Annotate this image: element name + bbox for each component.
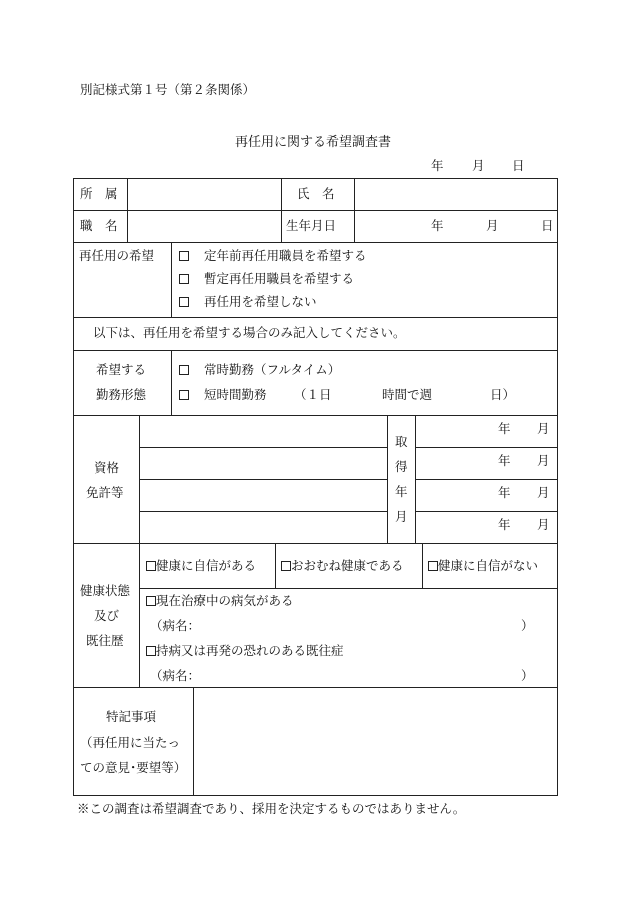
paren-close: ） — [521, 668, 534, 683]
special-notes-label-3: ての意見･要望等） — [80, 760, 187, 775]
checkbox[interactable] — [179, 390, 189, 400]
option-label: 健康に自信がない — [438, 558, 539, 573]
divider — [139, 588, 558, 589]
birthdate-day: 日 — [541, 218, 554, 233]
special-notes-label-1: 特記事項 — [106, 709, 157, 724]
parttime-mid: 時間で週 — [382, 387, 433, 402]
checkbox[interactable] — [179, 297, 189, 307]
disease-name-field[interactable] — [200, 666, 515, 684]
birthdate-label: 生年月日 — [286, 218, 337, 233]
divider — [73, 543, 558, 544]
health-option-good[interactable] — [146, 560, 256, 573]
divider — [281, 178, 282, 242]
checkbox[interactable] — [146, 596, 156, 606]
page-title: 再任用に関する希望調査書 — [235, 135, 392, 150]
option-label: 常時勤務（フルタイム） — [204, 362, 341, 377]
birthdate-year: 年 — [431, 218, 444, 233]
acq-month: 月 — [537, 485, 550, 500]
form-number: 別記様式第１号（第２条関係） — [80, 82, 256, 97]
divider — [73, 350, 558, 351]
position-label: 職 名 — [80, 218, 118, 233]
work-form-option-fulltime[interactable] — [179, 364, 340, 377]
paren-close: ） — [521, 618, 534, 633]
birthdate-month: 月 — [486, 218, 499, 233]
divider — [73, 687, 558, 688]
current-illness-option[interactable] — [146, 595, 294, 608]
divider — [415, 511, 558, 512]
disease-name-label: （病名： — [150, 618, 201, 633]
work-form-option-parttime[interactable] — [179, 389, 267, 402]
wish-option-label: 暫定再任用職員を希望する — [204, 271, 355, 286]
option-label: 持病又は再発の恐れのある既往症 — [156, 643, 344, 658]
divider — [415, 447, 558, 448]
checkbox[interactable] — [146, 646, 156, 656]
health-option-fair[interactable] — [281, 560, 404, 573]
qualification-field[interactable] — [140, 416, 386, 446]
acquired-char: 得 — [395, 459, 408, 474]
divider — [275, 543, 276, 588]
health-label-3: 既往歴 — [86, 633, 124, 648]
qualifications-label-1: 資格 — [94, 460, 120, 475]
acq-month: 月 — [537, 517, 550, 532]
date-month: 月 — [472, 158, 485, 173]
affiliation-field[interactable] — [128, 179, 280, 209]
birthdate-field[interactable] — [355, 211, 556, 241]
acquired-char: 取 — [395, 434, 408, 449]
footnote: ※この調査は希望調査であり、採用を決定するものではありません。 — [77, 801, 466, 816]
qualification-field[interactable] — [140, 512, 386, 542]
checkbox[interactable] — [428, 561, 438, 571]
checkbox[interactable] — [179, 251, 189, 261]
option-label: 現在治療中の病気がある — [156, 593, 294, 608]
wish-option-3[interactable] — [179, 296, 317, 309]
divider — [422, 543, 423, 588]
checkbox[interactable] — [179, 365, 189, 375]
affiliation-label: 所 属 — [80, 186, 118, 201]
work-form-label-2: 勤務形態 — [96, 387, 147, 402]
option-label: おおむね健康である — [291, 558, 404, 573]
name-label: 氏 名 — [297, 186, 335, 201]
health-label-2: 及び — [94, 608, 120, 623]
days-per-week-field[interactable] — [437, 386, 487, 404]
notice-text: 以下は、再任用を希望する場合のみ記入してください。 — [93, 325, 406, 340]
qualification-field[interactable] — [140, 448, 386, 478]
option-label: 短時間勤務 — [204, 387, 267, 402]
wish-option-label: 定年前再任用職員を希望する — [204, 248, 367, 263]
date-year: 年 — [431, 158, 444, 173]
name-field[interactable] — [355, 179, 556, 209]
divider — [387, 415, 388, 543]
acq-year: 年 — [498, 453, 511, 468]
date-day: 日 — [512, 158, 525, 173]
checkbox[interactable] — [281, 561, 291, 571]
option-label: 健康に自信がある — [156, 558, 257, 573]
table-border-right — [557, 178, 558, 796]
acq-year: 年 — [498, 485, 511, 500]
reemployment-wish-label: 再任用の希望 — [79, 248, 155, 263]
table-border-left — [73, 178, 74, 796]
divider — [415, 415, 416, 543]
wish-option-1[interactable] — [179, 250, 367, 263]
health-option-poor[interactable] — [428, 560, 538, 573]
special-notes-field[interactable] — [195, 689, 556, 794]
acq-year: 年 — [498, 517, 511, 532]
qualifications-label-2: 免許等 — [86, 485, 124, 500]
chronic-illness-option[interactable] — [146, 645, 344, 658]
divider — [73, 317, 558, 318]
work-form-label-1: 希望する — [96, 362, 147, 377]
table-border-bottom — [73, 795, 558, 796]
special-notes-label-2: （再任用に当たっ — [80, 735, 181, 750]
health-label-1: 健康状態 — [80, 583, 131, 598]
checkbox[interactable] — [146, 561, 156, 571]
acq-month: 月 — [537, 421, 550, 436]
qualification-field[interactable] — [140, 480, 386, 510]
divider — [415, 479, 558, 480]
acquired-char: 月 — [395, 509, 408, 524]
acq-month: 月 — [537, 453, 550, 468]
divider — [73, 242, 558, 243]
acq-year: 年 — [498, 421, 511, 436]
divider — [171, 350, 172, 415]
disease-name-field[interactable] — [200, 616, 515, 634]
checkbox[interactable] — [179, 274, 189, 284]
disease-name-label: （病名： — [150, 668, 201, 683]
divider — [193, 687, 194, 795]
hours-per-day-field[interactable] — [335, 386, 379, 404]
parttime-open: （１日 — [294, 387, 332, 402]
wish-option-label: 再任用を希望しない — [204, 294, 317, 309]
wish-option-2[interactable] — [179, 273, 354, 286]
parttime-close: 日） — [490, 387, 516, 402]
position-field[interactable] — [128, 211, 280, 241]
acquired-char: 年 — [395, 484, 408, 499]
divider — [171, 242, 172, 317]
